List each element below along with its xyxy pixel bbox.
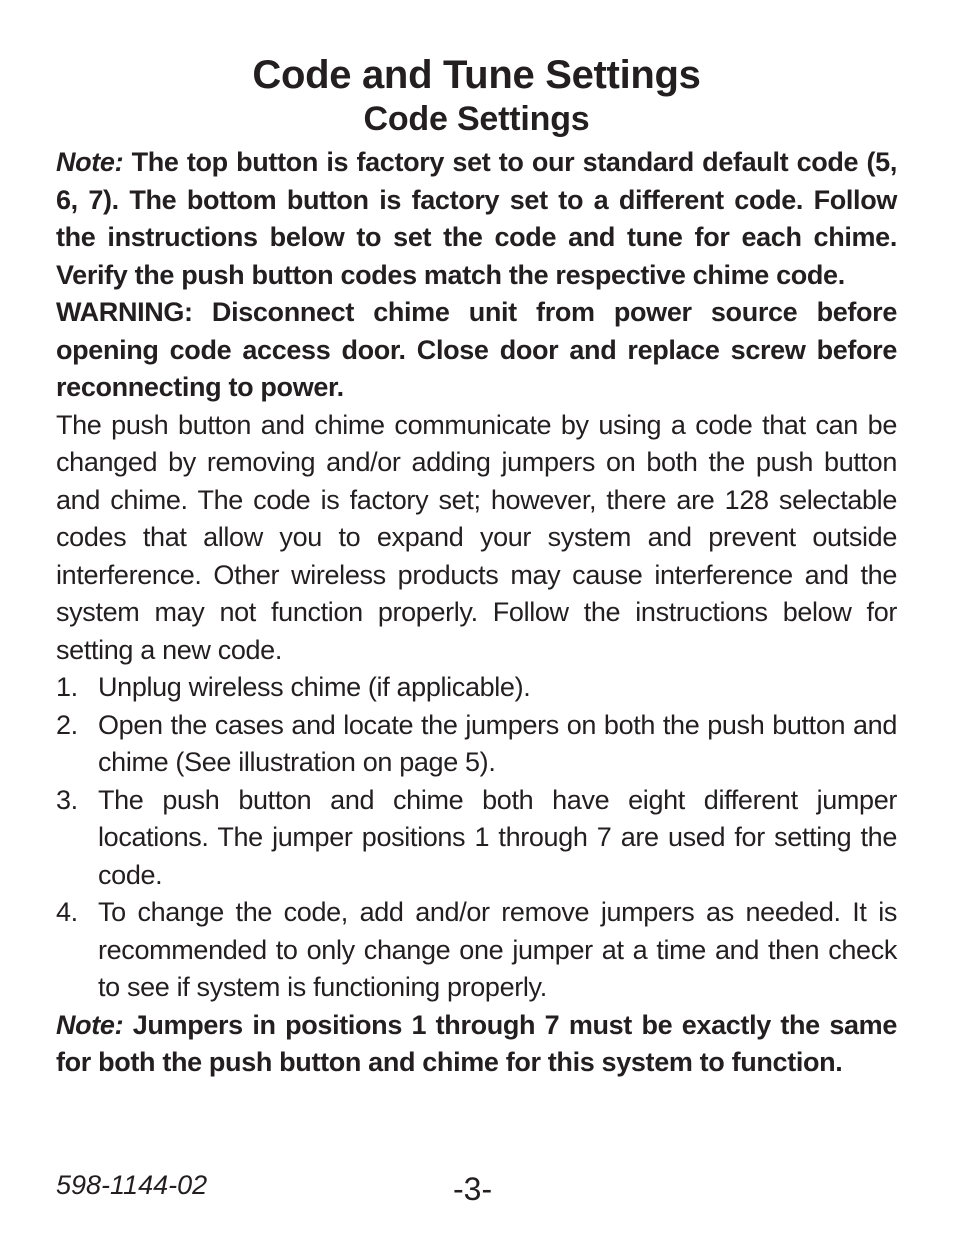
step-number: 1.: [56, 672, 78, 702]
note-text-bottom: Jumpers in positions 1 through 7 must be exactly the same for both the push button and chime for this system to function.: [56, 1009, 897, 1077]
step-number: 2.: [56, 709, 78, 740]
step-number: 4.: [56, 897, 78, 927]
note-text-top: The top button is factory set to our standard default code (5, 6, 7). The bottom button is factory set to a different code. Follow the instructions below to set the code and tune for each chime. Verify the push button codes match the respective chime code.: [56, 147, 897, 290]
document-page: [56, 52, 897, 1082]
step-item: [56, 707, 897, 782]
step-text: Open the cases and locate the jumpers on both the push button and chime (See illustration on page 5).: [98, 709, 897, 777]
step-text: The push button and chime both have eight different jumper locations. The jumper positions 1 through 7 are used for setting the code.: [98, 784, 897, 890]
page-title: Code and Tune Settings: [252, 53, 701, 97]
warning-paragraph: WARNING: Disconnect chime unit from power source before opening code access door. Close door and replace screw before reconnecting to power.: [56, 297, 897, 402]
note-label-top: Note:: [56, 147, 124, 177]
note-paragraph-bottom: [56, 1007, 897, 1082]
page-number: -3-: [453, 1171, 493, 1207]
step-item: [56, 782, 897, 895]
instruction-steps-list: [56, 669, 897, 1007]
note-paragraph-top: [56, 144, 897, 294]
note-label-bottom: Note:: [56, 1009, 124, 1040]
step-text: Unplug wireless chime (if applicable).: [98, 672, 531, 702]
step-text: To change the code, add and/or remove jumpers as needed. It is recommended to only change one jumper at a time and then check to see if system is functioning properly.: [98, 897, 897, 1002]
step-number: 3.: [56, 784, 78, 815]
intro-paragraph: The push button and chime communicate by using a code that can be changed by removing and/or adding jumpers on both the push button and chime. The code is factory set; however, there are 128 selectable codes that allow you to expand your system and prevent outside interference. Other wireless products may cause interference and the system may not function properly. Follow the instructions below for setting a new code.: [56, 409, 897, 665]
section-title: Code Settings: [363, 100, 590, 138]
step-item: [56, 669, 897, 707]
step-item: [56, 894, 897, 1007]
document-code: 598-1144-02: [56, 1170, 208, 1200]
